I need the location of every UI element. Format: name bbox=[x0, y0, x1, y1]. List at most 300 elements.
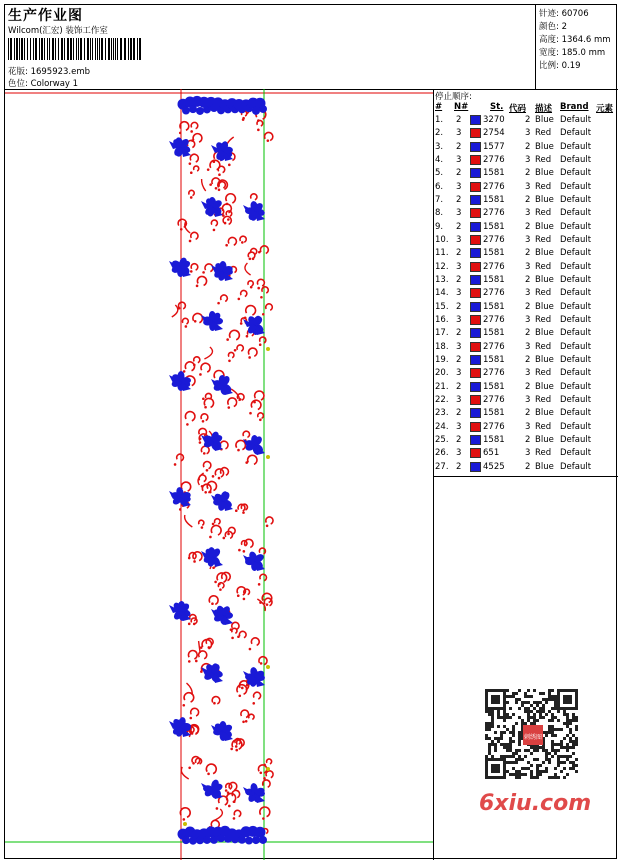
qr-module bbox=[530, 716, 533, 719]
qr-module bbox=[524, 755, 527, 758]
qr-module bbox=[545, 731, 548, 734]
qr-module bbox=[548, 758, 551, 761]
red-vine-dot bbox=[228, 805, 231, 808]
red-vine-scroll bbox=[260, 574, 267, 580]
qr-module bbox=[494, 737, 497, 740]
qr-module bbox=[518, 758, 521, 761]
qr-module bbox=[575, 725, 578, 728]
qr-module bbox=[563, 713, 566, 716]
qr-module bbox=[518, 737, 521, 740]
red-vine-scroll bbox=[251, 194, 257, 200]
stop-brand: Default bbox=[560, 141, 592, 152]
stop-code: 3 bbox=[525, 314, 531, 325]
qr-module bbox=[548, 719, 551, 722]
qr-module bbox=[545, 701, 548, 704]
qr-module bbox=[542, 692, 545, 695]
qr-module bbox=[572, 764, 575, 767]
red-vine-dot bbox=[243, 550, 246, 553]
qr-module bbox=[554, 734, 557, 737]
red-vine-dot bbox=[193, 623, 196, 626]
qr-module bbox=[569, 755, 572, 758]
qr-module bbox=[500, 731, 503, 734]
red-vine-dot bbox=[207, 168, 210, 171]
red-vine-scroll bbox=[266, 517, 273, 524]
red-vine-scroll bbox=[221, 295, 228, 301]
red-vine-stem bbox=[213, 809, 223, 821]
stop-brand: Default bbox=[560, 168, 592, 179]
qr-module bbox=[551, 725, 554, 728]
qr-module bbox=[557, 776, 560, 779]
qr-module bbox=[494, 731, 497, 734]
qr-module bbox=[551, 695, 554, 698]
color-swatch bbox=[470, 422, 481, 432]
red-vine-dot bbox=[259, 771, 262, 774]
red-vine-dot bbox=[235, 749, 238, 752]
red-vine-dot bbox=[199, 373, 202, 376]
stop-code: 2 bbox=[525, 274, 531, 285]
qr-module bbox=[542, 698, 545, 701]
red-vine-dot bbox=[233, 800, 236, 803]
red-vine-dot bbox=[219, 588, 222, 591]
red-vine-dot bbox=[260, 662, 263, 665]
red-vine-dot bbox=[207, 773, 210, 776]
stop-stitch-count: 651 bbox=[483, 448, 500, 459]
qr-module bbox=[488, 713, 491, 716]
watermark-text: 6xiu.com bbox=[479, 791, 592, 816]
red-vine-dot bbox=[266, 524, 269, 527]
qr-module bbox=[509, 737, 512, 740]
color-stop-row bbox=[434, 167, 618, 180]
qr-module bbox=[518, 707, 521, 710]
color-swatch bbox=[470, 315, 481, 325]
stop-stitch-count: 2776 bbox=[483, 314, 505, 325]
color-swatch bbox=[470, 302, 481, 312]
qr-module bbox=[485, 725, 488, 728]
red-vine-dot bbox=[237, 594, 240, 597]
color-stop-row bbox=[434, 381, 618, 394]
qr-module bbox=[524, 710, 527, 713]
qr-module bbox=[527, 707, 530, 710]
color-stop-row bbox=[434, 341, 618, 354]
company-name: Wilcom(汇宏) 装饰工作室 bbox=[8, 26, 108, 36]
red-vine-scroll bbox=[248, 281, 253, 286]
stop-index: 2. bbox=[435, 128, 444, 139]
qr-module bbox=[536, 749, 539, 752]
qr-module bbox=[491, 713, 494, 716]
stop-description: Blue bbox=[535, 194, 554, 205]
red-vine-dot bbox=[257, 287, 260, 290]
color-stop-row bbox=[434, 221, 618, 234]
qr-module bbox=[551, 719, 554, 722]
red-vine-dot bbox=[225, 789, 228, 792]
stop-brand: Default bbox=[560, 261, 592, 272]
qr-module bbox=[554, 695, 557, 698]
stop-description: Red bbox=[535, 314, 552, 325]
red-vine-dot bbox=[189, 162, 192, 165]
red-vine-dot bbox=[179, 132, 182, 135]
stop-brand: Default bbox=[560, 115, 592, 125]
qr-module bbox=[548, 752, 551, 755]
qr-module bbox=[572, 713, 575, 716]
qr-module bbox=[572, 767, 575, 770]
qr-module bbox=[569, 737, 572, 740]
stop-code: 2 bbox=[525, 168, 531, 179]
stop-brand: Default bbox=[560, 381, 592, 392]
red-vine-dot bbox=[183, 818, 186, 821]
qr-module bbox=[485, 722, 488, 725]
design-label: 花版: bbox=[8, 67, 28, 77]
qr-module bbox=[524, 722, 527, 725]
qr-finder-core bbox=[563, 695, 572, 704]
qr-module bbox=[572, 716, 575, 719]
top-blue-border bbox=[196, 107, 204, 115]
qr-module bbox=[512, 725, 515, 728]
color-stop-row bbox=[434, 394, 618, 407]
red-vine-scroll bbox=[228, 352, 234, 357]
color-swatch bbox=[470, 182, 481, 192]
stop-stitch-count: 2776 bbox=[483, 234, 505, 245]
stop-index: 6. bbox=[435, 181, 444, 192]
qr-module bbox=[506, 749, 509, 752]
qr-module bbox=[488, 737, 491, 740]
red-vine-scroll bbox=[260, 807, 270, 817]
qr-module bbox=[509, 716, 512, 719]
top-blue-border bbox=[182, 107, 190, 115]
color-swatch bbox=[470, 288, 481, 298]
qr-module bbox=[554, 707, 557, 710]
stop-stitch-count: 4525 bbox=[483, 461, 505, 472]
qr-module bbox=[533, 689, 536, 692]
red-vine-scroll bbox=[199, 520, 204, 525]
qr-module bbox=[509, 746, 512, 749]
stop-brand: Default bbox=[560, 434, 592, 445]
red-vine-dot bbox=[208, 646, 211, 649]
red-vine-dot bbox=[258, 583, 261, 586]
qr-module bbox=[491, 725, 494, 728]
stop-description: Blue bbox=[535, 328, 554, 339]
red-vine-scroll bbox=[191, 708, 199, 716]
qr-module bbox=[551, 740, 554, 743]
qr-module bbox=[497, 740, 500, 743]
stop-stitch-count: 2776 bbox=[483, 261, 505, 272]
red-vine-dot bbox=[262, 817, 265, 820]
qr-module bbox=[557, 728, 560, 731]
stop-brand: Default bbox=[560, 408, 592, 419]
qr-module bbox=[500, 743, 503, 746]
qr-module bbox=[557, 749, 560, 752]
qr-module bbox=[503, 755, 506, 758]
qr-module bbox=[536, 773, 539, 776]
red-vine-dot bbox=[252, 702, 255, 705]
qr-module bbox=[551, 707, 554, 710]
red-vine-dot bbox=[223, 537, 226, 540]
red-vine-dot bbox=[194, 320, 197, 323]
stop-stitch-count: 1577 bbox=[483, 141, 505, 152]
qr-module bbox=[545, 770, 548, 773]
red-vine-dot bbox=[240, 322, 243, 325]
qr-module bbox=[551, 734, 554, 737]
color-stop-row bbox=[434, 287, 618, 300]
qr-module bbox=[488, 752, 491, 755]
qr-module bbox=[566, 743, 569, 746]
stop-needle: 3 bbox=[456, 448, 462, 459]
stop-brand: Default bbox=[560, 394, 592, 405]
qr-module bbox=[500, 734, 503, 737]
qr-module bbox=[566, 749, 569, 752]
qr-module bbox=[575, 719, 578, 722]
stop-code: 3 bbox=[525, 234, 531, 245]
red-vine-scroll bbox=[215, 519, 221, 524]
colorway-label: 色位: bbox=[8, 79, 28, 89]
qr-module bbox=[509, 695, 512, 698]
stop-index: 24. bbox=[435, 421, 449, 432]
red-vine-scroll bbox=[237, 345, 243, 351]
qr-module bbox=[512, 752, 515, 755]
qr-module bbox=[521, 701, 524, 704]
stop-index: 27. bbox=[435, 461, 449, 472]
qr-module bbox=[506, 746, 509, 749]
qr-module bbox=[563, 746, 566, 749]
qr-module bbox=[503, 713, 506, 716]
color-swatch bbox=[470, 408, 481, 418]
qr-module bbox=[512, 713, 515, 716]
list-bottom-divider bbox=[433, 476, 618, 477]
qr-module bbox=[572, 743, 575, 746]
qr-module bbox=[515, 701, 518, 704]
qr-module bbox=[566, 719, 569, 722]
red-vine-dot bbox=[202, 271, 205, 274]
qr-module bbox=[485, 755, 488, 758]
color-stop-row bbox=[434, 461, 618, 474]
red-vine-scroll bbox=[197, 276, 206, 285]
qr-module bbox=[548, 695, 551, 698]
stop-brand: Default bbox=[560, 194, 592, 205]
qr-module bbox=[551, 716, 554, 719]
bottom-blue-border bbox=[259, 836, 267, 844]
color-swatch bbox=[470, 368, 481, 378]
qr-module bbox=[527, 689, 530, 692]
red-vine-scroll bbox=[190, 154, 198, 162]
qr-module bbox=[530, 764, 533, 767]
stop-needle: 3 bbox=[456, 341, 462, 352]
red-vine-dot bbox=[246, 335, 249, 338]
qr-module bbox=[488, 749, 491, 752]
stop-description: Red bbox=[535, 208, 552, 219]
col-header-desc: 描述 bbox=[535, 104, 553, 114]
qr-module bbox=[524, 701, 527, 704]
red-vine-stem bbox=[245, 263, 251, 275]
qr-module bbox=[575, 770, 578, 773]
color-swatch bbox=[470, 155, 481, 165]
red-vine-dot bbox=[202, 420, 205, 423]
red-vine-dot bbox=[234, 349, 237, 352]
color-swatch bbox=[470, 275, 481, 285]
stop-description: Blue bbox=[535, 354, 554, 365]
color-swatch bbox=[470, 195, 481, 205]
qr-module bbox=[527, 719, 530, 722]
qr-module bbox=[491, 710, 494, 713]
stop-needle: 2 bbox=[456, 434, 462, 445]
qr-module bbox=[551, 713, 554, 716]
color-swatch bbox=[470, 395, 481, 405]
red-vine-dot bbox=[242, 511, 245, 514]
qr-module bbox=[545, 698, 548, 701]
qr-module bbox=[551, 731, 554, 734]
red-vine-dot bbox=[182, 704, 185, 707]
color-stop-row bbox=[434, 207, 618, 220]
red-vine-dot bbox=[228, 164, 231, 167]
red-vine-scroll bbox=[177, 454, 184, 461]
red-vine-dot bbox=[212, 566, 215, 569]
stop-stitch-count: 2776 bbox=[483, 341, 505, 352]
color-swatch bbox=[470, 448, 481, 458]
col-header-index: # bbox=[435, 102, 443, 112]
qr-module bbox=[554, 743, 557, 746]
stop-description: Red bbox=[535, 234, 552, 245]
qr-module bbox=[530, 704, 533, 707]
qr-module bbox=[533, 722, 536, 725]
red-vine-dot bbox=[242, 117, 245, 120]
qr-module bbox=[572, 746, 575, 749]
color-swatch bbox=[470, 222, 481, 232]
color-stop-row bbox=[434, 354, 618, 367]
red-vine-scroll bbox=[191, 122, 198, 128]
qr-module bbox=[518, 776, 521, 779]
qr-module bbox=[512, 773, 515, 776]
qr-module bbox=[533, 701, 536, 704]
qr-module bbox=[554, 716, 557, 719]
qr-module bbox=[548, 689, 551, 692]
qr-module bbox=[569, 746, 572, 749]
red-vine-scroll bbox=[218, 583, 224, 588]
red-vine-dot bbox=[249, 412, 252, 415]
qr-module bbox=[527, 701, 530, 704]
red-vine-dot bbox=[202, 397, 205, 400]
qr-module bbox=[515, 722, 518, 725]
qr-module bbox=[542, 770, 545, 773]
qr-module bbox=[542, 716, 545, 719]
stat-width: 宽度: 185.0 mm bbox=[539, 48, 606, 58]
stop-needle: 2 bbox=[456, 168, 462, 179]
stop-index: 19. bbox=[435, 354, 449, 365]
qr-module bbox=[551, 728, 554, 731]
color-stop-row bbox=[434, 327, 618, 340]
stop-needle: 3 bbox=[456, 368, 462, 379]
stop-brand: Default bbox=[560, 301, 592, 312]
qr-module bbox=[569, 731, 572, 734]
color-stop-row bbox=[434, 247, 618, 260]
qr-module bbox=[539, 764, 542, 767]
qr-module bbox=[530, 710, 533, 713]
qr-module bbox=[548, 710, 551, 713]
red-vine-dot bbox=[204, 406, 207, 409]
stop-stitch-count: 1581 bbox=[483, 301, 505, 312]
red-vine-dot bbox=[179, 508, 182, 511]
qr-module bbox=[530, 695, 533, 698]
stop-brand: Default bbox=[560, 368, 592, 379]
red-vine-dot bbox=[190, 270, 193, 273]
qr-module bbox=[518, 716, 521, 719]
qr-module bbox=[569, 767, 572, 770]
qr-module bbox=[539, 692, 542, 695]
red-vine-scroll bbox=[215, 469, 223, 477]
qr-module bbox=[545, 755, 548, 758]
red-vine-dot bbox=[212, 475, 215, 478]
stop-description: Blue bbox=[535, 168, 554, 179]
red-vine-scroll bbox=[201, 363, 210, 372]
red-vine-scroll bbox=[228, 237, 236, 245]
qr-module bbox=[554, 773, 557, 776]
color-stop-row bbox=[434, 314, 618, 327]
color-stop-row bbox=[434, 127, 618, 140]
red-vine-dot bbox=[180, 228, 183, 231]
qr-module bbox=[554, 752, 557, 755]
barcode bbox=[8, 38, 144, 60]
stop-description: Red bbox=[535, 448, 552, 459]
qr-module bbox=[497, 710, 500, 713]
red-vine-dot bbox=[191, 139, 194, 142]
qr-module bbox=[533, 713, 536, 716]
stop-needle: 2 bbox=[456, 301, 462, 312]
red-vine-dot bbox=[190, 171, 193, 174]
qr-module bbox=[521, 773, 524, 776]
stop-index: 26. bbox=[435, 448, 449, 459]
qr-module bbox=[539, 746, 542, 749]
red-vine-dot bbox=[190, 130, 193, 133]
qr-module bbox=[566, 725, 569, 728]
qr-module bbox=[566, 746, 569, 749]
qr-module bbox=[554, 701, 557, 704]
stop-stitch-count: 2776 bbox=[483, 208, 505, 219]
red-vine-dot bbox=[248, 356, 251, 359]
stop-stitch-count: 2754 bbox=[483, 128, 505, 139]
qr-module bbox=[557, 755, 560, 758]
red-vine-scroll bbox=[219, 182, 225, 188]
qr-module bbox=[515, 752, 518, 755]
red-vine-scroll bbox=[211, 220, 217, 226]
red-vine-dot bbox=[233, 817, 236, 820]
qr-module bbox=[560, 728, 563, 731]
stop-stitch-count: 1581 bbox=[483, 408, 505, 419]
red-vine-scroll bbox=[239, 631, 246, 637]
qr-module bbox=[575, 764, 578, 767]
qr-module bbox=[548, 776, 551, 779]
stop-brand: Default bbox=[560, 421, 592, 432]
red-vine-dot bbox=[227, 218, 230, 221]
qr-module bbox=[509, 740, 512, 743]
stop-needle: 2 bbox=[456, 354, 462, 365]
red-vine-scroll bbox=[258, 413, 264, 419]
stop-needle: 2 bbox=[456, 328, 462, 339]
stop-brand: Default bbox=[560, 234, 592, 245]
col-header-needle: N# bbox=[454, 102, 469, 112]
color-stop-row bbox=[434, 421, 618, 434]
red-vine-dot bbox=[186, 423, 189, 426]
red-vine-dot bbox=[238, 549, 241, 552]
red-vine-dot bbox=[263, 777, 266, 780]
qr-module bbox=[521, 767, 524, 770]
red-vine-scroll bbox=[254, 692, 261, 699]
qr-module bbox=[530, 746, 533, 749]
qr-module bbox=[548, 698, 551, 701]
qr-module bbox=[515, 758, 518, 761]
color-stop-row bbox=[434, 434, 618, 447]
qr-module bbox=[509, 749, 512, 752]
qr-module bbox=[515, 773, 518, 776]
stop-description: Red bbox=[535, 421, 552, 432]
stop-code: 2 bbox=[525, 248, 531, 259]
stat-colors: 颜色: 2 bbox=[539, 22, 567, 32]
